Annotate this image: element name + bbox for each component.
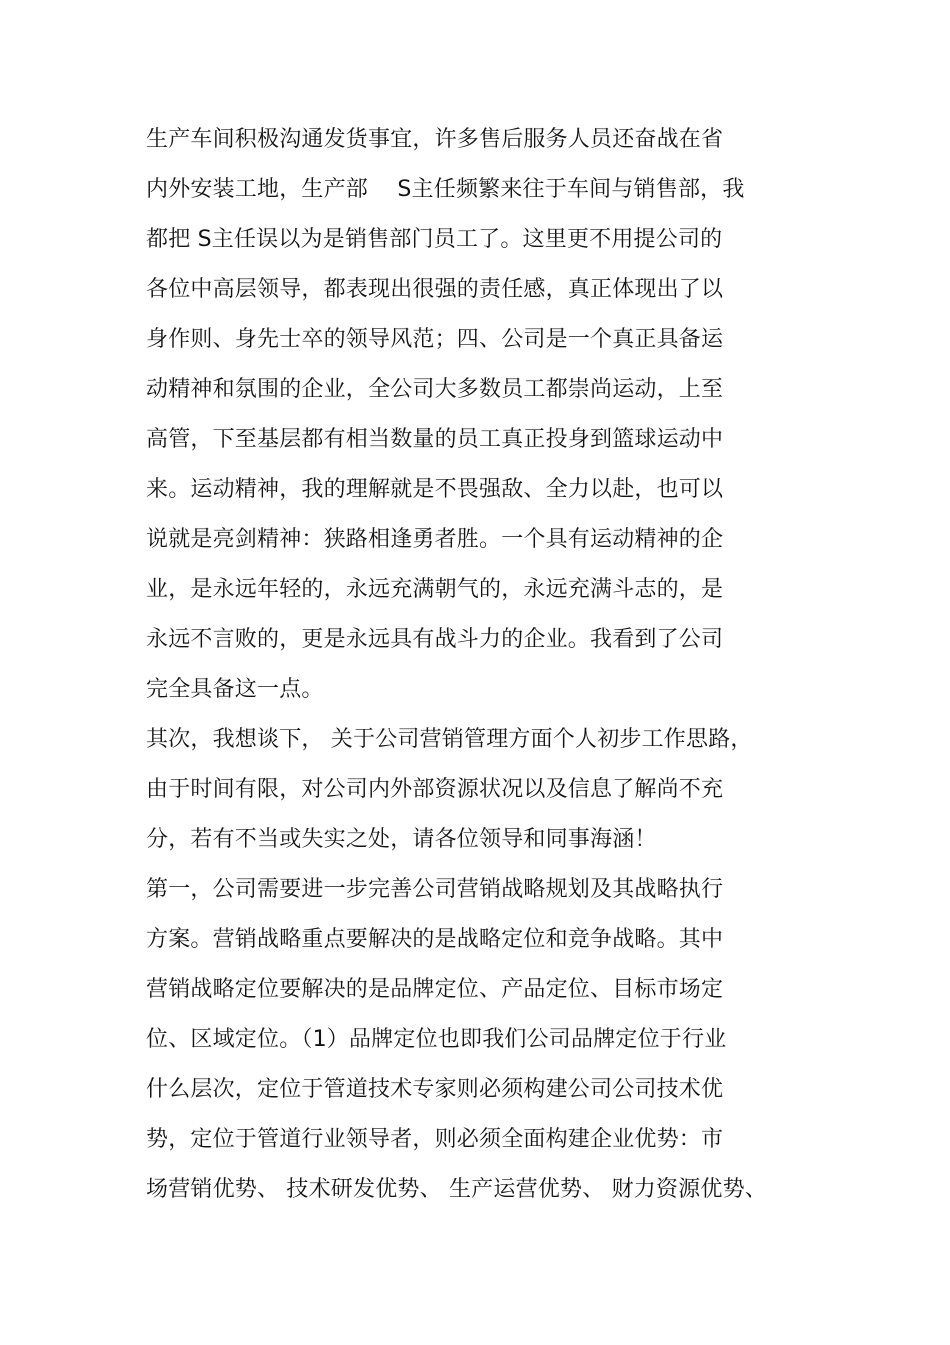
- body-text-line: 营销战略定位要解决的是品牌定位、产品定位、目标市场定: [146, 977, 724, 1002]
- body-text-line: 永远不言败的，更是永远具有战斗力的企业。我看到了公司: [146, 627, 724, 652]
- body-text-line: 势，定位于管道行业领导者，则必须全面构建企业优势：市: [146, 1127, 724, 1152]
- body-text-line: 身作则、身先士卒的领导风范；四、公司是一个真正具备运: [146, 327, 724, 352]
- body-text-line: 说就是亮剑精神：狭路相逢勇者胜。一个具有运动精神的企: [146, 527, 724, 552]
- body-text-line: 第一，公司需要进一步完善公司营销战略规划及其战略执行: [146, 877, 724, 902]
- body-text-line: 场营销优势、 技术研发优势、 生产运营优势、 财力资源优势、: [146, 1177, 767, 1202]
- body-text-line: 来。运动精神，我的理解就是不畏强敌、全力以赴，也可以: [146, 477, 724, 502]
- body-text-line: 生产车间积极沟通发货事宜，许多售后服务人员还奋战在省: [146, 127, 724, 152]
- body-text-line: 什么层次，定位于管道技术专家则必须构建公司公司技术优: [146, 1077, 724, 1102]
- body-text-line: 方案。营销战略重点要解决的是战略定位和竞争战略。其中: [146, 927, 724, 952]
- body-text-line: 其次，我想谈下， 关于公司营销管理方面个人初步工作思路，: [146, 727, 753, 752]
- body-text-line: 各位中高层领导，都表现出很强的责任感，真正体现出了以: [146, 277, 724, 302]
- body-text-line: 都把 S主任误以为是销售部门员工了。这里更不用提公司的: [146, 227, 723, 252]
- body-text-line: 业，是永远年轻的，永远充满朝气的，永远充满斗志的，是: [146, 577, 724, 602]
- body-text-line: 分，若有不当或失实之处，请各位领导和同事海涵！: [146, 827, 657, 852]
- body-text-line: 内外安装工地，生产部 S主任频繁来往于车间与销售部，我: [146, 177, 745, 202]
- body-text-line: 由于时间有限，对公司内外部资源状况以及信息了解尚不充: [146, 777, 724, 802]
- body-text-line: 动精神和氛围的企业，全公司大多数员工都崇尚运动，上至: [146, 377, 724, 402]
- body-text-line: 高管，下至基层都有相当数量的员工真正投身到篮球运动中: [146, 427, 724, 452]
- body-text-line: 位、区域定位。（1）品牌定位也即我们公司品牌定位于行业: [146, 1027, 727, 1052]
- body-text-line: 完全具备这一点。: [146, 677, 324, 702]
